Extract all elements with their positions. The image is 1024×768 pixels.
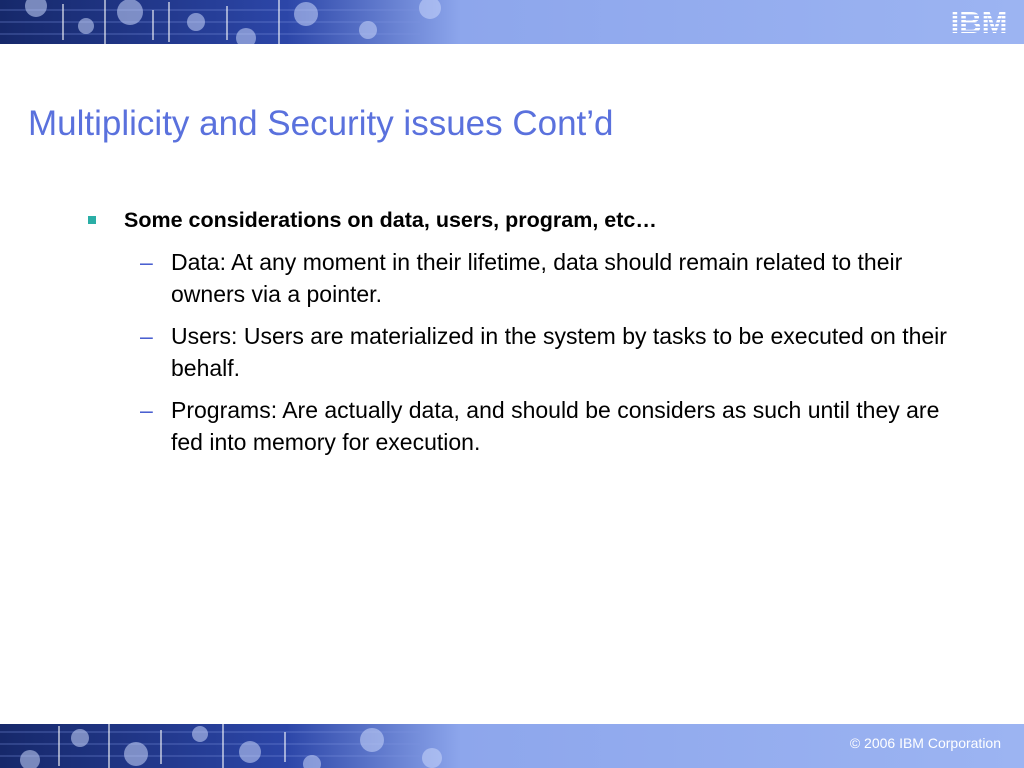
- bullet-text: Some considerations on data, users, program, etc…: [124, 208, 657, 232]
- svg-text:IBM: IBM: [950, 5, 1008, 38]
- header-banner-graphic: [0, 0, 1024, 44]
- sub-bullet-data: [84, 246, 964, 310]
- sub-bullet-users: [84, 320, 964, 384]
- ibm-logo: [948, 4, 1010, 38]
- sub-bullet-programs: [84, 394, 964, 458]
- footer-banner: [0, 724, 1024, 768]
- slide-title: Multiplicity and Security issues Cont’d: [28, 104, 614, 143]
- sub-bullet-text: Programs: Are actually data, and should be considers as such until they are fed into memory for execution.: [171, 397, 940, 455]
- dash-bullet-icon: –: [140, 249, 153, 275]
- ibm-logo-graphic: [948, 4, 1010, 38]
- sub-bullet-text: Data: At any moment in their lifetime, data should remain related to their owners via a pointer.: [171, 249, 903, 307]
- dash-bullet-icon: –: [140, 397, 153, 423]
- dash-bullet-icon: –: [140, 323, 153, 349]
- bullet-item: [84, 204, 964, 236]
- sub-bullet-text: Users: Users are materialized in the system by tasks to be executed on their behalf.: [171, 323, 947, 381]
- copyright-text: © 2006 IBM Corporation: [849, 735, 1001, 751]
- header-banner: [0, 0, 1024, 44]
- square-bullet-icon: [88, 216, 96, 224]
- slide-body: [84, 204, 964, 458]
